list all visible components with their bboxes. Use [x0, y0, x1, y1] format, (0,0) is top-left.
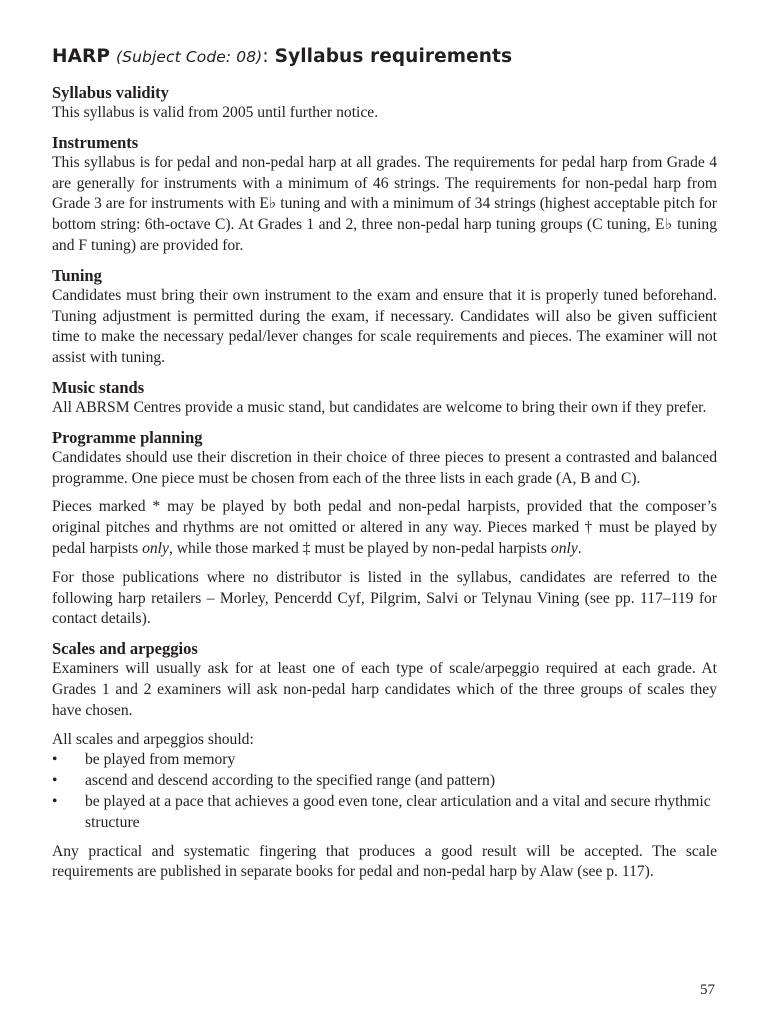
paragraph: Candidates must bring their own instrument to the exam and ensure that it is properly tuned beforehand. Tuning adjustment is permitted during the exam, if necessary. Candidates will also be given sufficient time to make the necessary pedal/lever changes for scale requirements and pieces. The examiner will not assist with tuning. [52, 286, 717, 367]
paragraph: All ABRSM Centres provide a music stand, but candidates are welcome to bring their own if they prefer. [52, 398, 707, 416]
paragraph: Candidates should use their discretion in their choice of three pieces to present a contrasted and balanced programme. One piece must be chosen from each of the three lists in each grade (A, B and C). [52, 448, 717, 487]
subject-code: (Subject Code: 08) [116, 48, 263, 66]
document-page [52, 46, 717, 892]
page-title [52, 46, 717, 67]
list-item: • be played at a pace that achieves a good even tone, clear articulation and a vital and secure rhythmic structure [52, 792, 717, 834]
section-music-stands [52, 378, 717, 419]
section-heading: Syllabus validity [52, 83, 169, 102]
section-instruments [52, 133, 717, 257]
subject-name: HARP [52, 46, 111, 67]
section-heading: Tuning [52, 265, 102, 285]
page-number: 57 [700, 982, 715, 998]
section-validity [52, 83, 717, 124]
paragraph: This syllabus is valid from 2005 until further notice. [52, 104, 379, 121]
title-heading: Syllabus requirements [274, 46, 513, 67]
paragraph: Examiners will usually ask for at least one of each type of scale/arpeggio required at each grade. At Grades 1 and 2 examiners will ask non-pedal harp candidates which of the three groups of scales they have chosen. [52, 660, 717, 719]
section-programme-planning [52, 428, 717, 630]
section-heading: Instruments [52, 132, 139, 152]
list-item: • be played from memory [52, 750, 717, 771]
paragraph: For those publications where no distributor is listed in the syllabus, candidates are referred to the following harp retailers – Morley, Pencerdd Cyf, Pilgrim, Salvi or Telynau Vining (see pp. 117–119 for contact details). [52, 568, 717, 628]
paragraph: This syllabus is for pedal and non-pedal harp at all grades. The requirements for pedal harp from Grade 4 are generally for instruments with a minimum of 46 strings. The requirements for non-pedal harp from Grade 3 are for instruments with E♭ tuning and with a minimum of 34 strings (highest acceptable pitch for bottom string: 6th-octave C). At Grades 1 and 2, three non-pedal harp tuning groups (C tuning, E♭ tuning and F tuning) are provided for. [52, 153, 717, 254]
title-separator: : [262, 46, 269, 67]
section-heading: Scales and arpeggios [52, 639, 198, 659]
list-item: • ascend and descend according to the specified range (and pattern) [52, 771, 717, 792]
bullet-list [52, 750, 717, 833]
section-scales-arpeggios [52, 639, 717, 883]
section-heading: Music stands [52, 377, 145, 397]
paragraph: All scales and arpeggios should: [52, 730, 254, 748]
paragraph: Pieces marked * may be played by both pedal and non-pedal harpists, provided that the composer’s original pitches and rhythms are not omitted or altered in any way. Pieces marked † must be played by pedal harpists only, while those marked ‡ must be played by non-pedal harpists only. [52, 498, 717, 557]
section-tuning [52, 266, 717, 369]
section-heading: Programme planning [52, 427, 203, 447]
paragraph: Any practical and systematic fingering that produces a good result will be accepted. The scale requirements are published in separate books for pedal and non-pedal harp by Alaw (see p. 117). [52, 842, 717, 881]
